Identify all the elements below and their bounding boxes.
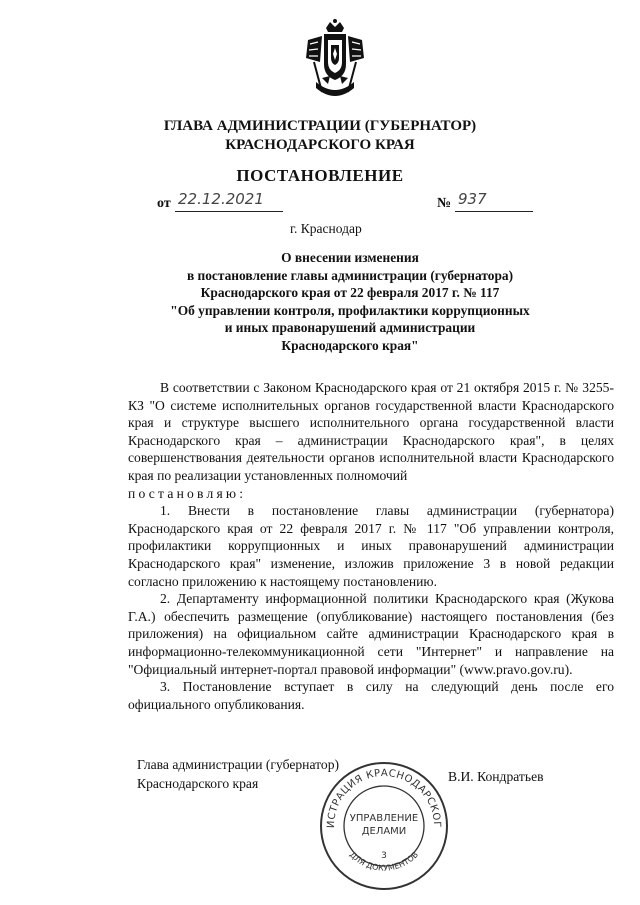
decree-word: постановляю: <box>128 485 247 501</box>
city-label: г. Краснодар <box>290 221 362 236</box>
document-type-heading: ПОСТАНОВЛЕНИЕ <box>236 166 404 185</box>
signatory-position-line2: Краснодарского края <box>137 776 259 791</box>
stamp-bottom-text: ДЛЯ ДОКУМЕНТОВ <box>347 849 421 873</box>
item-3-paragraph: 3. Постановление вступает в силу на следующий день после его официального опубликования. <box>128 679 614 712</box>
stamp-ring-text: ИСТРАЦИЯ КРАСНОДАРСКОГ <box>325 767 443 829</box>
coat-of-arms-emblem <box>300 18 370 102</box>
subject-line: в постановление главы администрации (губернатора) <box>186 267 514 283</box>
issuer-title-line2: КРАСНОДАРСКОГО КРАЯ <box>225 137 415 153</box>
stamp-center-line1: УПРАВЛЕНИЕ <box>349 813 419 824</box>
date-prefix: от <box>157 196 171 211</box>
document-body <box>128 379 614 713</box>
number-underline <box>455 211 533 212</box>
number-prefix: № <box>437 196 452 211</box>
subject-line: Краснодарского края от 22 февраля 2017 г. № 117 <box>200 285 500 301</box>
subject-line: "Об управлении контроля, профилактики коррупционных <box>170 302 530 318</box>
signatory-name: В.И. Кондратьев <box>448 769 544 784</box>
preamble-paragraph: В соответствии с Законом Краснодарского края от 21 октября 2015 г. № 3255-КЗ "О системе исполнительных органов государственной власти Краснодарского края и структуре высшего исполнительного органа государственной власти Краснодарского края – администрации Краснодарского края", в целях совершенствования деятельности органов исполнительной власти Краснодарского края по реализации установленных полномочий <box>128 380 614 483</box>
subject-line: О внесении изменения <box>281 250 419 265</box>
document-number: 937 <box>458 190 487 208</box>
item-2-paragraph: 2. Департаменту информационной политики Краснодарского края (Жукова Г.А.) обеспечить размещение (опубликование) настоящего постановления (без приложения) на официальном сайте администрации Краснодарского края в информационно-телекоммуникационной сети "Интернет" и направление на "Официальный интернет-портал правовой информации" (www.pravo.gov.ru). <box>128 591 614 677</box>
stamp-number: 3 <box>381 851 387 861</box>
signatory-position-line1: Глава администрации (губернатор) <box>137 757 340 772</box>
stamp-center-line2: ДЕЛАМИ <box>361 826 407 837</box>
subject-block <box>150 249 550 355</box>
subject-line: Краснодарского края" <box>281 337 419 353</box>
subject-line: и иных правонарушений администрации <box>224 320 476 336</box>
item-1-paragraph: 1. Внести в постановление главы администрации (губернатора) Краснодарского края от 22 февраля 2017 г. № 117 "Об управлении контроля, профилактики коррупционных и иных правонарушений администрации Краснодарского края" изменение, изложив приложение 3 в новой редакции согласно приложению к настоящему постановлению. <box>128 503 614 589</box>
date-underline <box>175 211 283 212</box>
document-date: 22.12.2021 <box>178 190 264 208</box>
issuer-title-line1: ГЛАВА АДМИНИСТРАЦИИ (ГУБЕРНАТОР) <box>163 118 477 134</box>
official-stamp <box>318 760 450 892</box>
